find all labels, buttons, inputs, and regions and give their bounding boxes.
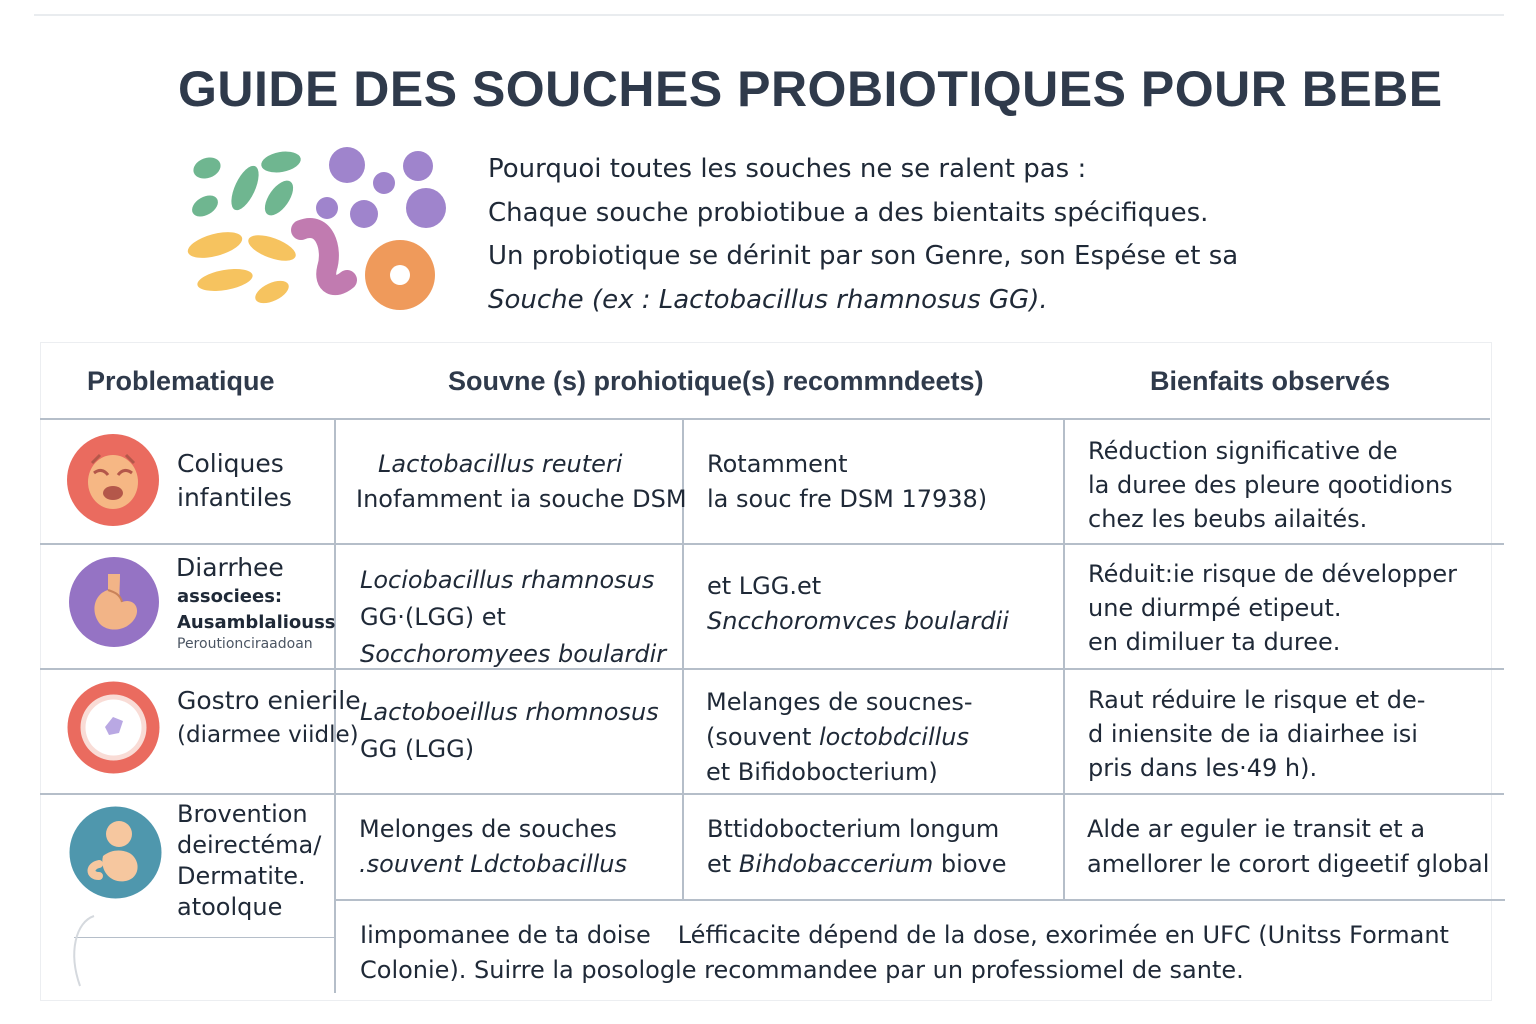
dose-note: [360, 918, 1449, 988]
row-3-title: [177, 684, 361, 752]
row-1-benefit-line-3: chez les beubs ailaités.: [1088, 505, 1368, 533]
row-2-subtitle-3: Peroutionciraadoan: [177, 636, 313, 652]
row-1-benefit: [1088, 434, 1453, 536]
row-2-strain-b-line-1: et LGG.et: [707, 572, 822, 600]
green-bacteria: [188, 149, 302, 221]
row-1-benefit-line-2: la duree des pleure qootidions: [1088, 471, 1453, 499]
faded-arc-icon: [68, 912, 98, 992]
row-1-strain-a-line-1: Lactobacillus reuteri: [378, 450, 623, 478]
row-3-benefit-line-2: d iniensite de ia diairhee isi: [1088, 720, 1418, 748]
intro-line-4-c: ).: [1029, 284, 1048, 315]
yellow-bacteria: [185, 227, 299, 308]
row-3-strain-b: [706, 685, 973, 790]
row-2-strain-a: [360, 562, 666, 673]
row-3-benefit-line-1: Raut réduire le risque et de-: [1088, 686, 1426, 714]
row-4-strain-b-line-2: [707, 847, 1006, 882]
row-3-strain-b-line-3: et Bifidobocterium): [706, 758, 938, 786]
purple-bacteria: [316, 147, 446, 228]
intro-text: [488, 148, 1388, 322]
row-4-strain-b-line-2-b: Bihdobaccerium: [738, 850, 934, 878]
header-problematique: Problematique: [87, 366, 275, 396]
pink-bacteria: [301, 228, 347, 285]
dose-note-line-1-text: Léfficacite dépend de la dose, exorimée en UFC (Unitss Formant: [677, 921, 1449, 949]
row-4-benefit: [1087, 812, 1489, 882]
row-2-strain-b-line-2: Sncchoromvces boulardii: [707, 607, 1009, 635]
row-3-benefit: [1088, 683, 1425, 785]
row-1-strain-a-line-2: Inofamment ia souche DSM: [356, 485, 687, 513]
row-4-strain-b: [707, 812, 1006, 882]
baby-icon: [69, 806, 162, 899]
row-1-strain-a: [356, 447, 687, 517]
dose-note-heading: Iimpomanee de ta doise: [360, 921, 651, 949]
row-4-title: [177, 799, 321, 923]
header-souches: Souvne (s) prohiotique(s) recommndeets): [448, 366, 984, 396]
orange-bacteria: [365, 240, 435, 310]
row-2-title-line-1: Diarrhee: [176, 553, 284, 582]
virus-icon: [67, 681, 160, 774]
column-divider: [1063, 418, 1065, 900]
row-4-strain-a-line-1: Melonges de souches: [359, 815, 617, 843]
row-4-title-line-4: atoolque: [177, 893, 283, 921]
row-1-title-line-1: Coliques: [177, 449, 284, 478]
row-4-strain-b-line-2-a: et: [707, 850, 739, 878]
page-title: GUIDE DES SOUCHES PROBIOTIQUES POUR BEBE: [178, 61, 1443, 117]
row-2-subtitle-2: Ausamblaliouss: [177, 612, 336, 633]
row-4-strain-a-line-2-b: Ldctobacillus: [470, 850, 627, 878]
row-1-title-line-2: infantiles: [177, 483, 292, 512]
row-4-strain-a-line-2-a: .souvent: [359, 850, 471, 878]
row-4-title-line-1: Brovention: [177, 800, 308, 828]
row-2-strain-a-line-2: GG·(LGG) et: [360, 603, 506, 631]
row-2-benefit-line-2: une diurmpé etipeut.: [1088, 594, 1342, 622]
row-4-title-line-2: deirectéma/: [177, 831, 322, 859]
intro-line-1: Pourquoi toutes les souches ne se ralent pas :: [488, 154, 1087, 184]
row-divider: [40, 418, 1490, 420]
row-4-benefit-line-1: Alde ar eguler ie transit et a: [1087, 815, 1426, 843]
row-2-benefit: [1088, 557, 1457, 659]
row-1-strain-b-line-2: la souc fre DSM 17938): [707, 485, 988, 513]
row-2-strain-a-line-3: Socchoromyees boulardir: [360, 640, 667, 668]
row-4-title-line-3: Dermatite.: [177, 862, 306, 890]
top-divider: [34, 14, 1504, 16]
intro-line-4-a: Souche (ex :: [488, 284, 659, 315]
row-2-benefit-line-3: en dimiluer ta duree.: [1088, 628, 1341, 656]
stomach-icon: [68, 556, 160, 648]
row-2-subtitle-1: associees:: [177, 586, 283, 607]
row-3-benefit-line-3: pris dans les·49 h).: [1088, 754, 1318, 782]
row-1-benefit-line-1: Réduction significative de: [1088, 437, 1398, 465]
intro-example-strain: Lactobacillus rhamnosus GG: [658, 284, 1030, 315]
row-3-strain-b-line-2-a: (souvent: [706, 723, 819, 751]
row-4-benefit-line-2: amellorer le corort digeetif global: [1087, 850, 1490, 878]
row-1-title: [177, 447, 292, 515]
row-2-strain-a-line-1: Lociobacillus rhamnosus: [360, 566, 655, 594]
row-3-strain-a-line-1: Lactoboeillus rhomnosus: [360, 698, 659, 726]
bacteria-illustration-icon: [175, 140, 465, 320]
row-4-strain-b-line-1: Bttidobocterium longum: [707, 815, 1000, 843]
row-3-strain-b-line-1: Melanges de soucnes-: [706, 688, 973, 716]
baby-crying-icon: [66, 433, 160, 527]
row-4-strain-a: [359, 812, 627, 882]
intro-line-3: Un probiotique se dérinit par son Genre, son Espése et sa: [488, 241, 1239, 271]
row-divider: [40, 793, 1504, 795]
intro-line-4: [488, 279, 1388, 323]
row-1-strain-b: [707, 447, 987, 517]
row-divider: [335, 899, 1505, 901]
row-3-strain-b-line-2-b: loctobdcillus: [818, 723, 970, 751]
row-4-strain-b-line-2-c: biove: [933, 850, 1007, 878]
dose-note-line-2: Colonie). Suirre la posologle recommandee par un professiomel de sante.: [360, 956, 1244, 984]
row-4-strain-a-line-2: [359, 847, 627, 882]
row-3-title-line-1: Gostro enierile: [177, 686, 361, 715]
row-2-benefit-line-1: Réduit:ie risque de développer: [1088, 560, 1457, 588]
row-1-strain-b-line-1: Rotamment: [707, 450, 848, 478]
row-divider: [40, 543, 1504, 545]
row-3-strain-a-line-2: GG (LGG): [360, 735, 475, 763]
row-3-strain-b-line-2: [706, 720, 973, 755]
header-bienfaits: Bienfaits observés: [1150, 366, 1391, 396]
dose-note-line-1: [360, 918, 1449, 953]
intro-line-2: Chaque souche probiotibue a des bientaits spécifiques.: [488, 197, 1209, 228]
row-3-strain-a: [360, 694, 659, 768]
row-3-title-line-2: (diarmee viidle): [177, 722, 359, 748]
row-2-strain-b: [707, 569, 1009, 639]
row-divider: [74, 937, 336, 938]
row-divider: [40, 668, 1504, 670]
